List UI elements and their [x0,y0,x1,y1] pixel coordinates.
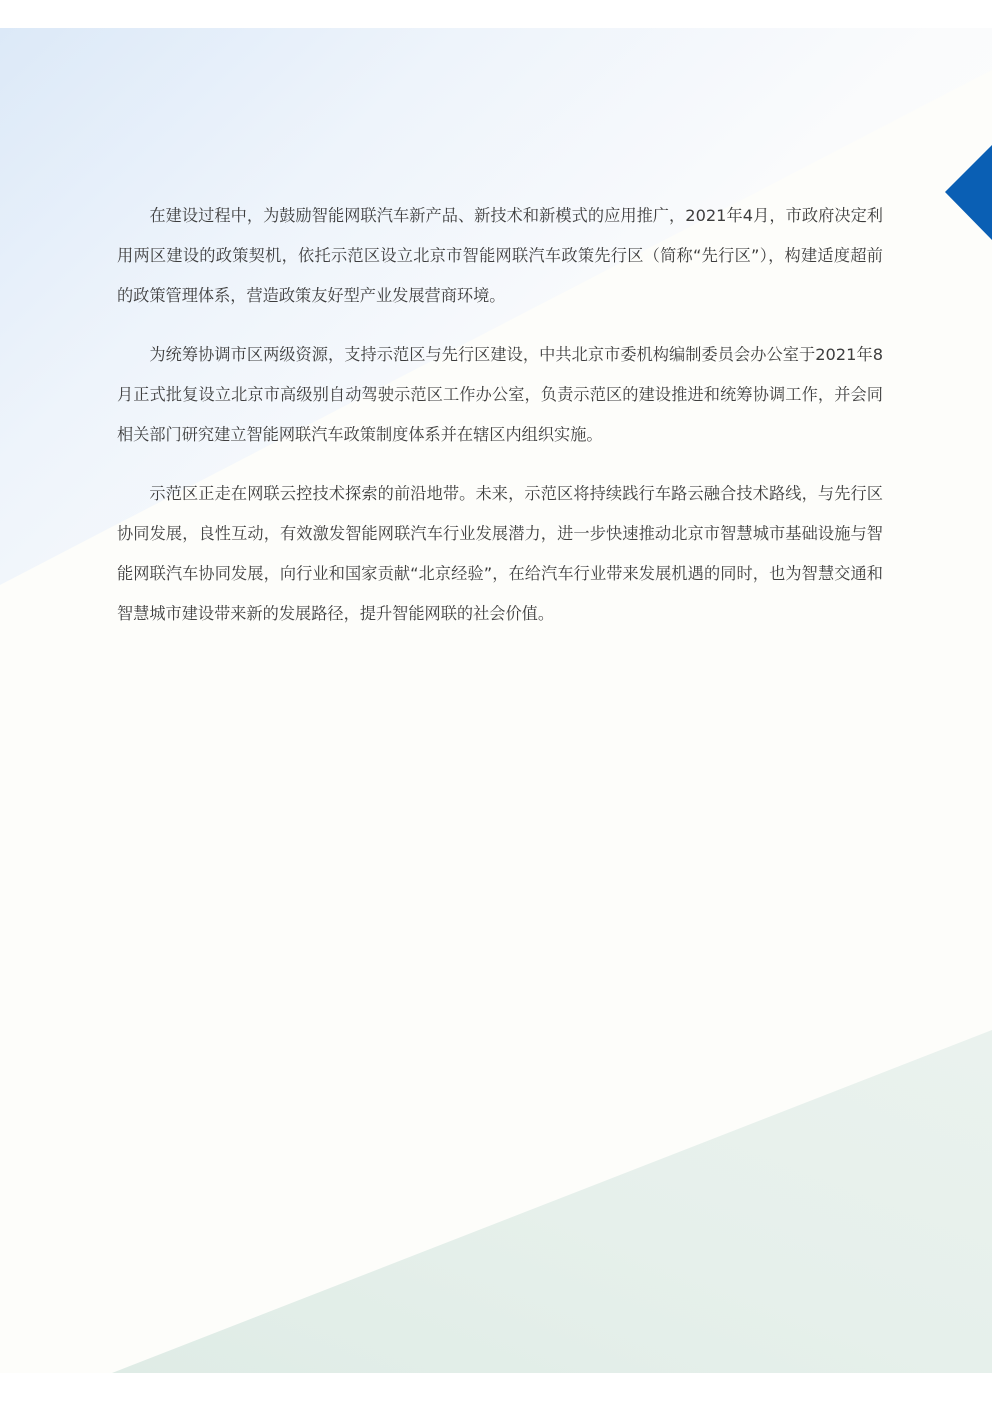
bottom-band [0,1373,992,1403]
paragraph-3: 示范区正走在网联云控技术探索的前沿地带。未来，示范区将持续践行车路云融合技术路线，与先行区协同发展，良性互动，有效激发智能网联汽车行业发展潜力，进一步快速推动北京市智慧城市基础设施与智能网联汽车协同发展，向行业和国家贡献“北京经验”，在给汽车行业带来发展机遇的同时，也为智慧交通和智慧城市建设带来新的发展路径，提升智能网联的社会价值。 [117,484,883,623]
paragraph-1: 在建设过程中，为鼓励智能网联汽车新产品、新技术和新模式的应用推广，2021年4月，市政府决定利用两区建设的政策契机，依托示范区设立北京市智能网联汽车政策先行区（简称“先行区”），构建适度超前的政策管理体系，营造政策友好型产业发展营商环境。 [117,206,883,305]
paragraph-2: 为统筹协调市区两级资源，支持示范区与先行区建设，中共北京市委机构编制委员会办公室于2021年8月正式批复设立北京市高级别自动驾驶示范区工作办公室，负责示范区的建设推进和统筹协调工作，并会同相关部门研究建立智能网联汽车政策制度体系并在辖区内组织实施。 [117,345,883,444]
top-band [0,0,992,28]
document-body [117,196,883,653]
